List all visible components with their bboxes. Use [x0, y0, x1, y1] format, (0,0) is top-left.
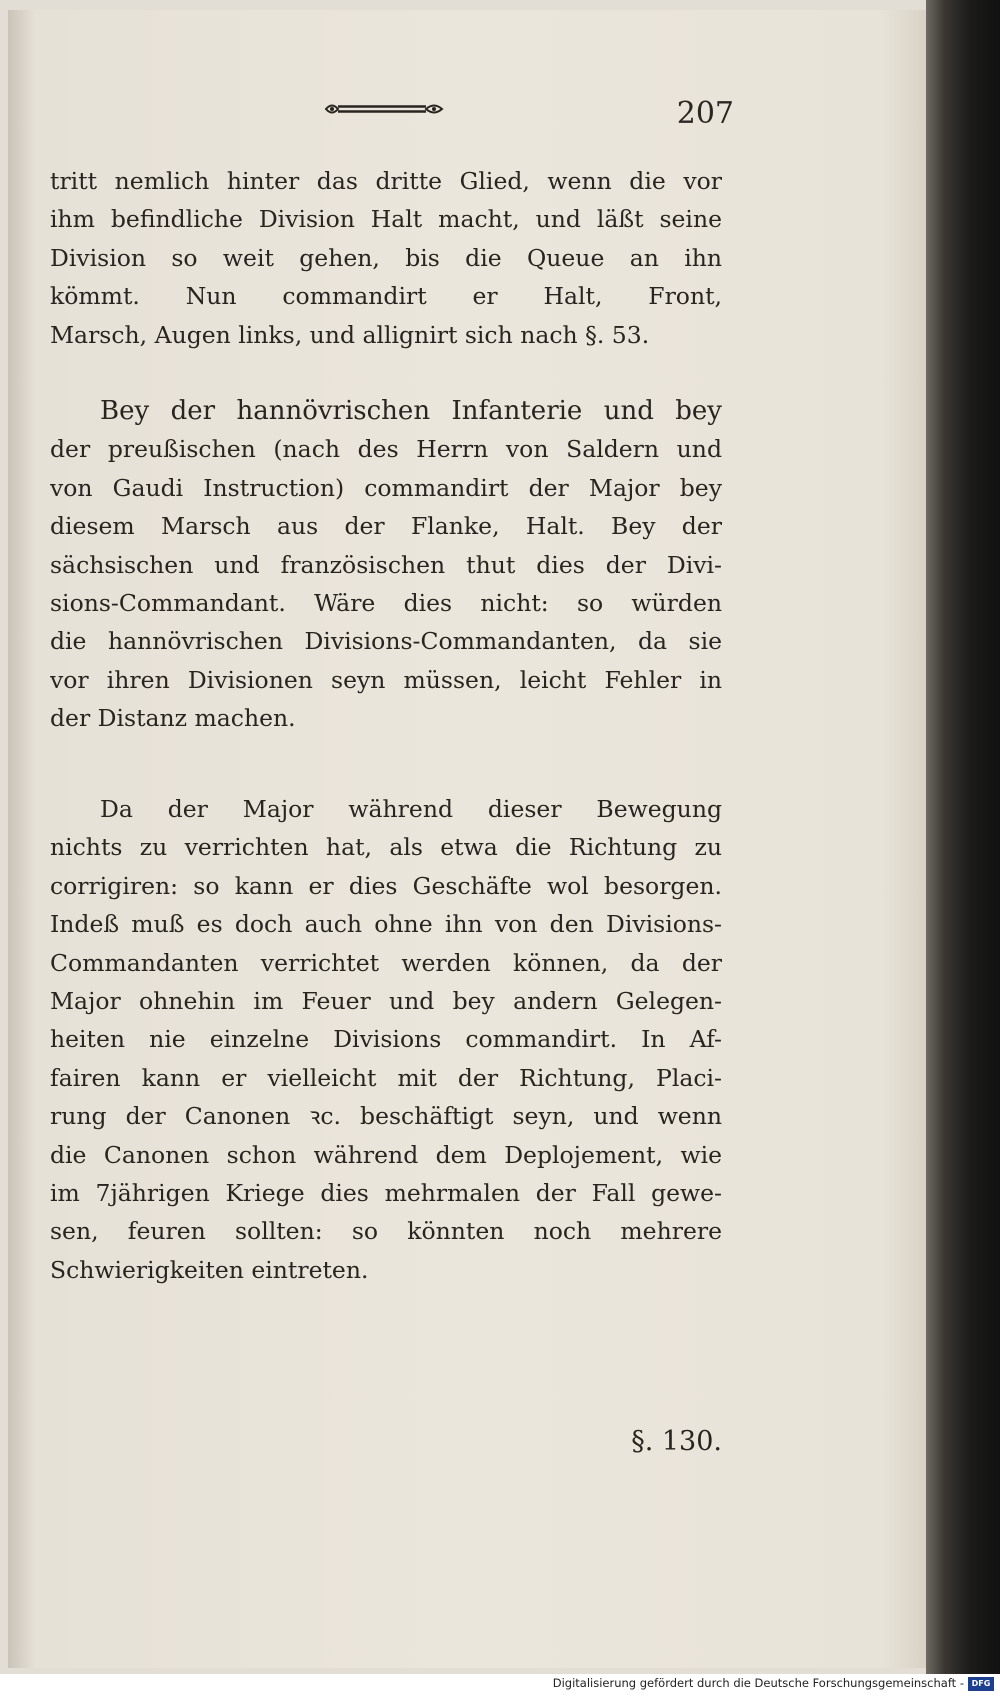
- text-line: die hannövrischen Divisions-Commandanten, da sie: [50, 627, 722, 656]
- text-line: fairen kann er vielleicht mit der Richtung, Placi-: [50, 1063, 722, 1092]
- text-line: heiten nie einzelne Divisions commandirt. In Af-: [50, 1025, 722, 1054]
- text-line: Bey der hannövrischen Infanterie und bey: [100, 396, 722, 426]
- text-line: ihm befindliche Division Halt macht, und läßt seine: [50, 205, 722, 234]
- text-line: von Gaudi Instruction) commandirt der Major bey: [50, 473, 722, 502]
- text-line: tritt nemlich hinter das dritte Glied, wenn die vor: [50, 167, 722, 195]
- text-line: kömmt. Nun commandirt er Halt, Front,: [50, 282, 722, 311]
- text-line: vor ihren Divisionen seyn müssen, leicht Fehler in: [50, 665, 722, 694]
- text-line: nichts zu verrichten hat, als etwa die Richtung zu: [50, 833, 722, 862]
- text-line: Major ohnehin im Feuer und bey andern Gelegen-: [50, 986, 722, 1015]
- text-line: der Distanz machen.: [50, 704, 296, 733]
- catchword: §. 130.: [631, 1426, 722, 1457]
- text-line: diesem Marsch aus der Flanke, Halt. Bey der: [50, 512, 722, 541]
- text-line: sions-Commandant. Wäre dies nicht: so würden: [50, 588, 722, 617]
- text-line: Schwierigkeiten eintreten.: [50, 1255, 369, 1284]
- text-line: Marsch, Augen links, und allignirt sich nach §. 53.: [50, 320, 650, 349]
- text-line: Division so weit gehen, bis die Queue an ihn: [50, 243, 722, 272]
- dfg-logo-icon: DFG: [968, 1677, 994, 1691]
- text-line: der preußischen (nach des Herrn von Saldern und: [50, 435, 722, 464]
- text-line: die Canonen schon während dem Deplojement, wie: [50, 1140, 722, 1169]
- text-line: im 7jährigen Kriege dies mehrmalen der Fall gewe-: [50, 1178, 722, 1207]
- page-number: 207: [676, 96, 734, 131]
- text-line: Commandanten verrichtet werden können, da der: [50, 948, 722, 977]
- text-line: sen, feuren sollten: so könnten noch mehrere: [50, 1217, 722, 1246]
- funding-credit: Digitalisierung gefördert durch die Deutsche Forschungsgemeinschaft -: [552, 1676, 964, 1690]
- paragraph-2: [50, 392, 722, 738]
- paragraph-3: [50, 790, 722, 1289]
- ornament-rule-icon: [322, 98, 446, 120]
- text-line: Da der Major während dieser Bewegung: [100, 795, 722, 823]
- text-line: rung der Canonen ꝛc. beschäftigt seyn, und wenn: [50, 1102, 722, 1131]
- paragraph-1: [50, 162, 722, 354]
- text-line: sächsischen und französischen thut dies der Divi-: [50, 550, 722, 579]
- book-spine-edge: [926, 0, 1000, 1674]
- text-line: Indeß muß es doch auch ohne ihn von den Divisions-: [50, 910, 722, 939]
- text-line: corrigiren: so kann er dies Geschäfte wol besorgen.: [50, 871, 722, 900]
